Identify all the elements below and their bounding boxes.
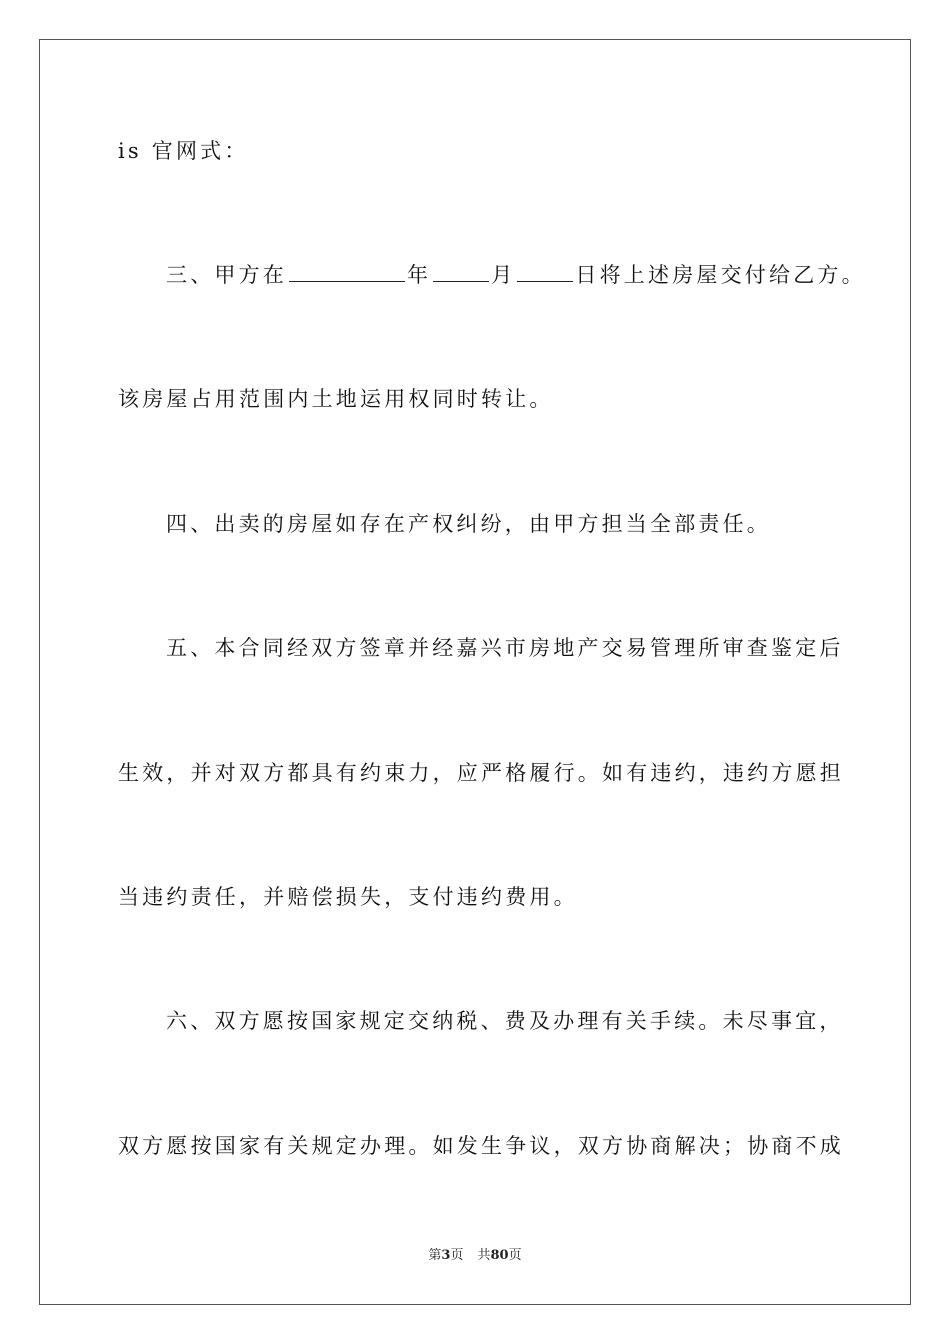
page-footer bbox=[0, 1246, 950, 1266]
paragraph-line-3: 该房屋占用范围内土地运用权同时转让。 bbox=[118, 387, 554, 411]
paragraph-line-6: 生效，并对双方都具有约束力，应严格履行。如有违约，违约方愿担 bbox=[118, 761, 844, 785]
paragraph-line-9: 双方愿按国家有关规定办理。如发生争议，双方协商解决；协商不成 bbox=[118, 1134, 844, 1158]
page-prefix: 第 bbox=[428, 1248, 442, 1263]
paragraph-line-5: 五、本合同经双方签章并经嘉兴市房地产交易管理所审查鉴定后 bbox=[166, 636, 844, 660]
paragraph-line-4: 四、出卖的房屋如存在产权纠纷，由甲方担当全部责任。 bbox=[166, 512, 771, 536]
day-blank bbox=[517, 261, 573, 282]
page-border bbox=[39, 39, 911, 1305]
clause-three-end: 日将上述房屋交付给乙方。 bbox=[575, 263, 866, 287]
total-suffix: 页 bbox=[508, 1248, 522, 1263]
page-number: 3 bbox=[441, 1248, 451, 1263]
paragraph-line-8: 六、双方愿按国家规定交纳税、费及办理有关手续。未尽事宜， bbox=[166, 1009, 844, 1033]
total-prefix: 共 bbox=[477, 1248, 491, 1263]
year-blank bbox=[289, 261, 405, 282]
month-label: 月 bbox=[491, 263, 516, 287]
page-suffix: 页 bbox=[450, 1248, 464, 1263]
year-label: 年 bbox=[407, 263, 432, 287]
month-blank bbox=[433, 261, 489, 282]
paragraph-line-1: is 官网式： bbox=[118, 139, 249, 163]
total-pages: 80 bbox=[490, 1248, 509, 1263]
paragraph-line-7: 当违约责任，并赔偿损失，支付违约费用。 bbox=[118, 885, 578, 909]
clause-three-start: 三、甲方在 bbox=[166, 263, 287, 287]
paragraph-line-2 bbox=[166, 260, 866, 290]
